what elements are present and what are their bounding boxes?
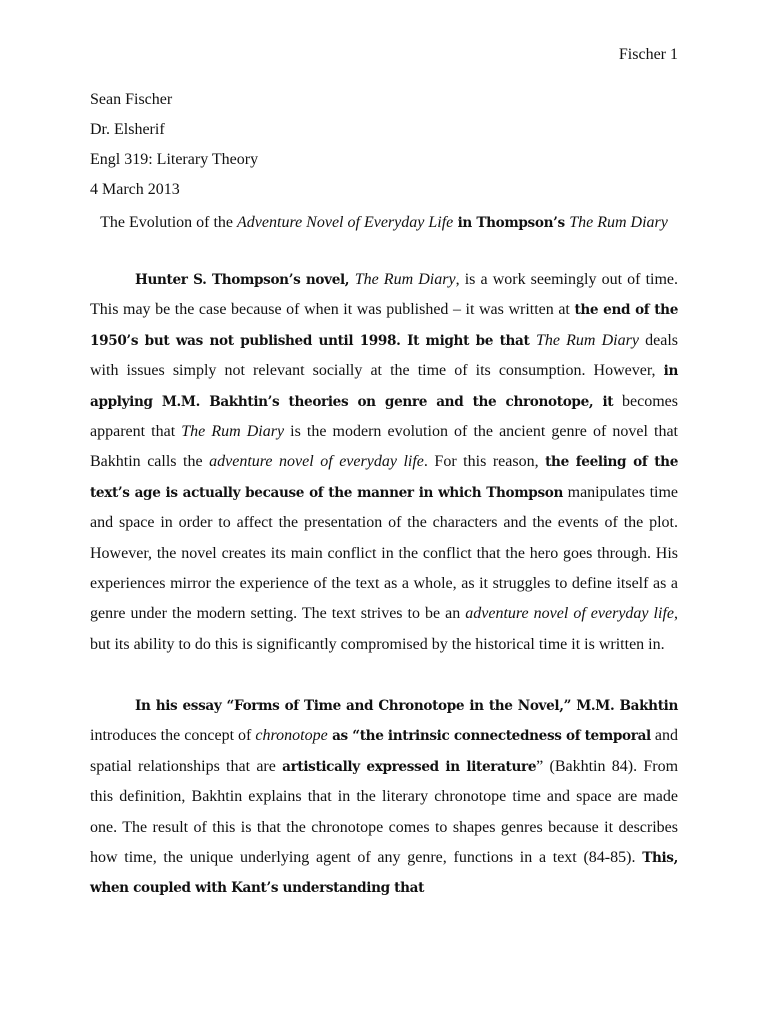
body-paragraph-1	[90, 265, 678, 660]
essay-title	[90, 208, 678, 238]
text-run: This, when coupled with Kant’s understanding that	[90, 850, 678, 897]
text-run: and spatial relationships that are	[90, 727, 678, 775]
text-run-italic: chronotope	[255, 727, 328, 745]
title-italic-novel: The Rum Diary	[569, 214, 668, 231]
text-run: the feeling of the text’s age is actually because of the manner in which Thompson	[90, 454, 678, 501]
text-run: introduces the concept of	[90, 727, 256, 745]
author-name: Sean Fischer	[90, 91, 173, 108]
text-run: Hunter S. Thompson’s novel,	[135, 272, 355, 288]
text-run: In his essay “Forms of Time and Chronotope in the Novel,” M.M. Bakhtin	[135, 698, 678, 714]
essay-date: 4 March 2013	[90, 181, 180, 198]
text-run: manipulates time and space in order to affect the presentation of the characters and the events of the plot. However, the novel creates its main conflict in the conflict that the hero goes through. His experiences mirror the experience of the text as a whole, as it struggles to define itself as a genre under the modern setting. The text strives to be an	[90, 483, 679, 623]
text-run: as “the intrinsic connectedness of temporal	[327, 728, 651, 745]
text-run: ” (Bakhtin 84). From this definition, Bakhtin explains that in the literary chronotope time and space are made one. The result of this is that the chronotope comes to shapes genres because it describes how time, the unique underlying agent of any genre, functions in a text (84-85).	[90, 757, 679, 867]
text-run: in applying M.M. Bakhtin’s theories on genre and the chronotope, it	[90, 363, 678, 410]
text-run: , is a work seemingly out of time. This may be the case because of when it was published – it was written at	[90, 271, 679, 319]
text-run: deals with issues simply not relevant socially at the time of its consumption. However,	[90, 331, 679, 380]
text-run-italic: The Rum Diary	[181, 423, 285, 441]
course-name: Engl 319: Literary Theory	[90, 151, 259, 168]
text-run: , but its ability to do this is significantly compromised by the historical time it is written in.	[90, 605, 678, 653]
running-head: Fischer 1	[618, 46, 678, 63]
text-run: becomes apparent that	[90, 392, 678, 441]
text-run-italic: adventure novel of everyday life	[465, 605, 674, 623]
title-italic-genre: Adventure Novel of Everyday Life	[237, 214, 454, 231]
text-run-italic: The Rum Diary	[354, 271, 456, 288]
text-run: the end of the 1950’s but was not published until 1998. It might be that	[90, 302, 678, 349]
text-run: artistically expressed in literature	[282, 758, 537, 775]
body-paragraph-2	[90, 691, 678, 904]
instructor-name: Dr. Elsherif	[90, 121, 165, 138]
title-part: in Thompson’s	[453, 215, 570, 231]
title-part: The Evolution of the	[100, 214, 238, 231]
text-run-italic: The Rum Diary	[535, 331, 639, 349]
text-run: is the modern evolution of the ancient genre of novel that Bakhtin calls the	[90, 423, 679, 471]
text-run: . For this reason,	[423, 453, 546, 471]
text-run-italic: adventure novel of everyday life	[209, 453, 424, 471]
